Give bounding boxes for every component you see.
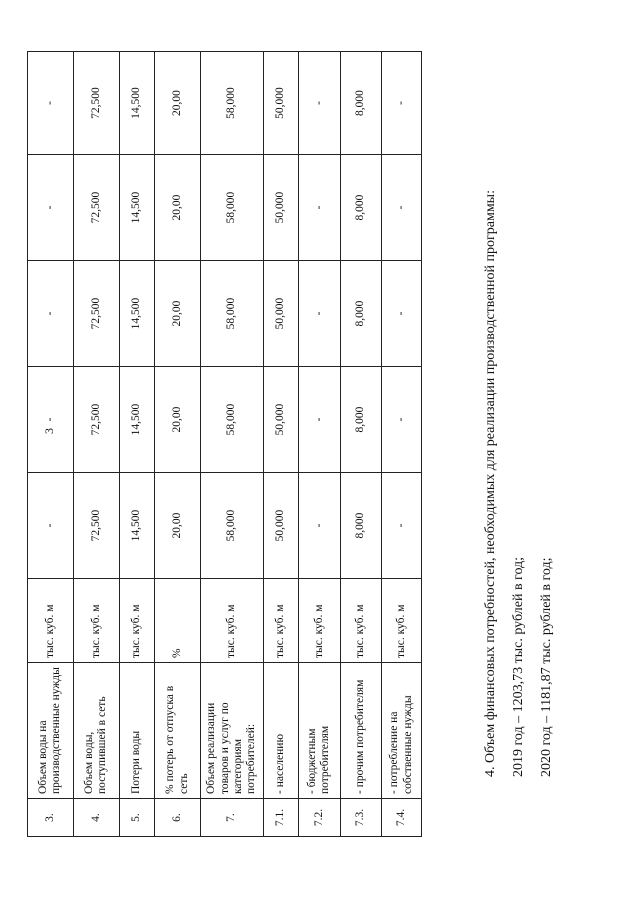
value-cell: 72,500 (73, 367, 119, 473)
value-cell: 14,500 (119, 52, 154, 155)
indicator-name: - прочим потребителям (340, 663, 382, 799)
value-cell: - (28, 52, 74, 155)
value-cell: - (28, 155, 74, 261)
table-row (340, 52, 382, 837)
section-heading: 4. Объем финансовых потребностей, необходимых для реализации производственной программы: (483, 190, 498, 777)
unit-cell: % (155, 579, 201, 663)
unit-cell: тыс. куб. м (73, 579, 119, 663)
value-cell: 58,000 (201, 473, 264, 579)
value-cell: 14,500 (119, 261, 154, 367)
year-2019-line: 2019 год – 1203,73 тыс. рублей в год; (511, 556, 526, 777)
row-number: 7.3. (340, 799, 382, 837)
value-cell: - (298, 367, 340, 473)
value-cell: 8,000 (340, 155, 382, 261)
row-number: 7.4. (382, 799, 422, 837)
value-cell: - (298, 155, 340, 261)
value-cell: 8,000 (340, 261, 382, 367)
value-cell: 50,000 (263, 155, 298, 261)
value-cell: - (382, 473, 422, 579)
indicator-name: Объем реализации товаров и услуг по категориям потребителей: (201, 663, 264, 799)
value-cell: 20,00 (155, 52, 201, 155)
unit-cell: тыс. куб. м (263, 579, 298, 663)
production-program-table (27, 51, 422, 837)
value-cell: - (382, 367, 422, 473)
value-cell: - (28, 261, 74, 367)
value-cell: 58,000 (201, 155, 264, 261)
value-cell: - (28, 473, 74, 579)
value-cell: - (382, 155, 422, 261)
indicator-name: - потребление на собственные нужды (382, 663, 422, 799)
table-row (155, 52, 201, 837)
row-number: 5. (119, 799, 154, 837)
value-cell: 50,000 (263, 52, 298, 155)
value-cell: 14,500 (119, 155, 154, 261)
table-row (28, 52, 74, 837)
unit-cell: тыс. куб. м (28, 579, 74, 663)
value-cell: 72,500 (73, 473, 119, 579)
value-cell: 58,000 (201, 52, 264, 155)
unit-cell: тыс. куб. м (340, 579, 382, 663)
indicator-name: Объем воды на производственные нужды (28, 663, 74, 799)
value-cell: 72,500 (73, 52, 119, 155)
indicator-name: Объем воды, поступившей в сеть (73, 663, 119, 799)
value-cell: 20,00 (155, 155, 201, 261)
page-number: 3 (42, 428, 56, 434)
value-cell: 58,000 (201, 367, 264, 473)
value-cell: 20,00 (155, 261, 201, 367)
value-cell: 58,000 (201, 261, 264, 367)
indicator-name: - бюджетным потребителям (298, 663, 340, 799)
table-row (119, 52, 154, 837)
row-number: 7. (201, 799, 264, 837)
value-cell: 72,500 (73, 261, 119, 367)
unit-cell: тыс. куб. м (201, 579, 264, 663)
unit-cell: тыс. куб. м (119, 579, 154, 663)
value-cell: 14,500 (119, 367, 154, 473)
value-cell: 72,500 (73, 155, 119, 261)
value-cell: - (298, 52, 340, 155)
indicator-name: % потерь от отпуска в сеть (155, 663, 201, 799)
table-row (382, 52, 422, 837)
value-cell: 8,000 (340, 473, 382, 579)
year-2020-line: 2020 год – 1181,87 тыс. рублей в год; (539, 557, 554, 777)
unit-cell: тыс. куб. м (382, 579, 422, 663)
value-cell: 20,00 (155, 367, 201, 473)
row-number: 7.1. (263, 799, 298, 837)
financial-needs-section (477, 57, 561, 777)
value-cell: - (28, 367, 74, 473)
value-cell: 50,000 (263, 261, 298, 367)
value-cell: 50,000 (263, 367, 298, 473)
row-number: 6. (155, 799, 201, 837)
value-cell: 20,00 (155, 473, 201, 579)
value-cell: - (382, 261, 422, 367)
table-row (263, 52, 298, 837)
value-cell: 8,000 (340, 367, 382, 473)
row-number: 4. (73, 799, 119, 837)
value-cell: - (382, 52, 422, 155)
value-cell: - (298, 261, 340, 367)
table-row (201, 52, 264, 837)
row-number: 3. (28, 799, 74, 837)
value-cell: 8,000 (340, 52, 382, 155)
row-number: 7.2. (298, 799, 340, 837)
table-row (73, 52, 119, 837)
table-row (298, 52, 340, 837)
value-cell: 14,500 (119, 473, 154, 579)
indicator-name: - населению (263, 663, 298, 799)
unit-cell: тыс. куб. м (298, 579, 340, 663)
value-cell: 50,000 (263, 473, 298, 579)
rotated-sheet (27, 52, 607, 837)
indicator-name: Потери воды (119, 663, 154, 799)
value-cell: - (298, 473, 340, 579)
